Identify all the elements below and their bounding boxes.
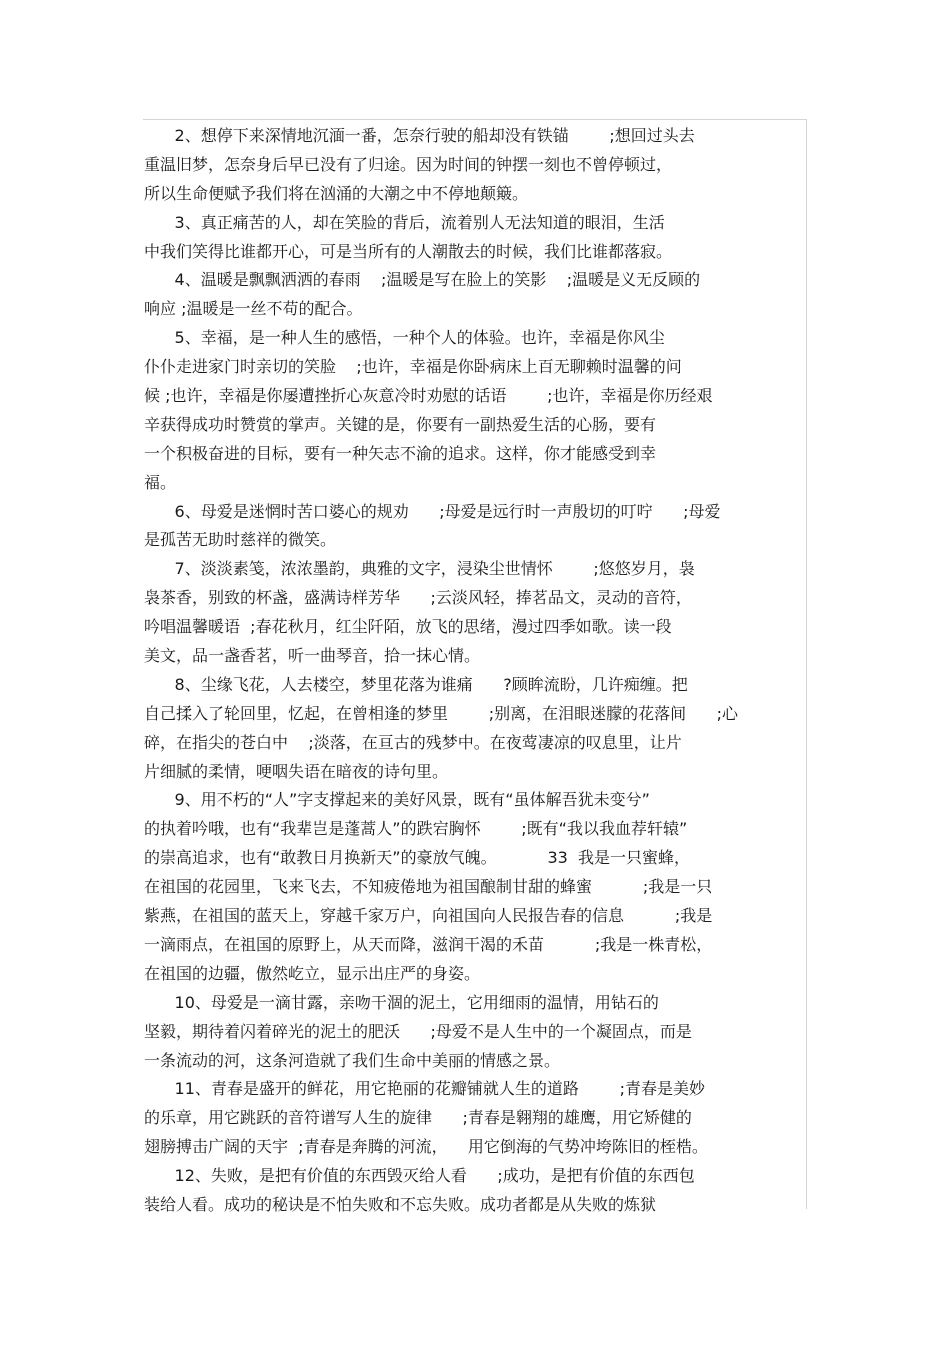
text-line: 候 ;也许，幸福是你屡遭挫折心灰意冷时劝慰的话语 ;也许，幸福是你历经艰 bbox=[144, 386, 713, 406]
text-line: 福。 bbox=[144, 472, 177, 492]
text-line: 装给人看。成功的秘诀是不怕失败和不忘失败。成功者都是从失败的炼狱 bbox=[144, 1194, 657, 1214]
text-line: 碎，在指尖的苍白中 ;淡落，在亘古的残梦中。在夜莺凄凉的叹息里，让片 bbox=[144, 732, 682, 752]
text-line: 6、母爱是迷惘时苦口婆心的规劝 ;母爱是远行时一声殷切的叮咛 ;母爱 bbox=[144, 501, 721, 521]
text-line: 仆仆走进家门时亲切的笑脸 ;也许，幸福是你卧病床上百无聊赖时温馨的问 bbox=[144, 357, 682, 377]
text-line: 在祖国的边疆，傲然屹立，显示出庄严的身姿。 bbox=[144, 963, 481, 983]
text-line: 坚毅，期待着闪着碎光的泥土的肥沃 ;母爱不是人生中的一个凝固点，而是 bbox=[144, 1021, 692, 1041]
text-line: 片细腻的柔情，哽咽失语在暗夜的诗句里。 bbox=[144, 761, 449, 781]
page-border-right bbox=[806, 119, 807, 1209]
text-line: 自己揉入了轮回里，忆起，在曾相逢的梦里 ;别离，在泪眼迷朦的花落间 ;心 bbox=[144, 703, 738, 723]
text-line: 美文，品一盏香茗，听一曲琴音，拾一抹心情。 bbox=[144, 646, 481, 666]
text-line: 翅膀搏击广阔的天宇 ;青春是奔腾的河流， 用它倒海的气势冲垮陈旧的桎梏。 bbox=[144, 1137, 708, 1157]
text-line: 所以生命便赋予我们将在汹涌的大潮之中不停地颠簸。 bbox=[144, 183, 529, 203]
document-body bbox=[144, 122, 804, 1220]
text-line: 4、温暖是飘飘洒洒的春雨 ;温暖是写在脸上的笑影 ;温暖是义无反顾的 bbox=[144, 270, 701, 290]
text-line: 紫燕，在祖国的蓝天上，穿越千家万户，向祖国向人民报告春的信息 ;我是 bbox=[144, 906, 713, 926]
text-line: 一个积极奋进的目标，要有一种矢志不渝的追求。这样，你才能感受到幸 bbox=[144, 443, 657, 463]
text-line: 中我们笑得比谁都开心，可是当所有的人潮散去的时候，我们比谁都落寂。 bbox=[144, 241, 673, 261]
text-line: 一滴雨点，在祖国的原野上，从天而降，滋润干渴的禾苗 ;我是一株青松， bbox=[144, 934, 713, 954]
text-line: 2、想停下来深情地沉湎一番，怎奈行驶的船却没有铁锚 ;想回过头去 bbox=[144, 126, 695, 145]
text-line: 7、淡淡素笺，浓浓墨韵，典雅的文字，浸染尘世情怀 ;悠悠岁月，袅 bbox=[144, 559, 695, 579]
page-border-top bbox=[143, 119, 807, 120]
text-line: 的乐章，用它跳跃的音符谱写人生的旋律 ;青春是翱翔的雄鹰，用它矫健的 bbox=[144, 1108, 692, 1128]
text-line: 重温旧梦，怎奈身后早已没有了归途。因为时间的钟摆一刻也不曾停顿过， bbox=[144, 154, 673, 174]
text-line: 是孤苦无助时慈祥的微笑。 bbox=[144, 530, 337, 550]
text-line: 5、幸福，是一种人生的感悟，一种个人的体验。也许，幸福是你风尘 bbox=[144, 328, 665, 348]
text-line: 的执着吟哦，也有“我辈岂是蓬蒿人”的跌宕胸怀 ;既有“我以我血荐轩辕” bbox=[144, 819, 688, 839]
text-line: 8、尘缘飞花，人去楼空，梦里花落为谁痛 ?顾眸流盼，几许痴缠。把 bbox=[144, 674, 688, 694]
text-line: 袅茶香，别致的杯盏，盛满诗样芳华 ;云淡风轻，捧茗品文，灵动的音符， bbox=[144, 588, 692, 608]
text-line: 9、用不朽的“人”字支撑起来的美好风景，既有“虽体解吾犹未变兮” bbox=[144, 790, 650, 810]
text-line: 12、失败，是把有价值的东西毁灭给人看 ;成功，是把有价值的东西包 bbox=[144, 1166, 695, 1186]
text-line: 3、真正痛苦的人，却在笑脸的背后，流着别人无法知道的眼泪，生活 bbox=[144, 212, 665, 232]
text-line: 在祖国的花园里，飞来飞去，不知疲倦地为祖国酿制甘甜的蜂蜜 ;我是一只 bbox=[144, 877, 713, 897]
text-line: 10、母爱是一滴甘露，亲吻干涸的泥土，它用细雨的温情，用钻石的 bbox=[144, 992, 659, 1012]
text-line: 吟唱温馨暖语 ;春花秋月，红尘阡陌，放飞的思绪，漫过四季如歌。读一段 bbox=[144, 617, 672, 637]
text-line: 一条流动的河，这条河造就了我们生命中美丽的情感之景。 bbox=[144, 1050, 561, 1070]
text-line: 辛获得成功时赞赏的掌声。关键的是，你要有一副热爱生活的心肠，要有 bbox=[144, 414, 657, 434]
text-line: 的崇高追求，也有“敢教日月换新天”的豪放气魄。 33 我是一只蜜蜂， bbox=[144, 848, 690, 868]
text-line: 11、青春是盛开的鲜花，用它艳丽的花瓣铺就人生的道路 ;青春是美妙 bbox=[144, 1079, 705, 1099]
text-line: 响应 ;温暖是一丝不苟的配合。 bbox=[144, 299, 363, 319]
